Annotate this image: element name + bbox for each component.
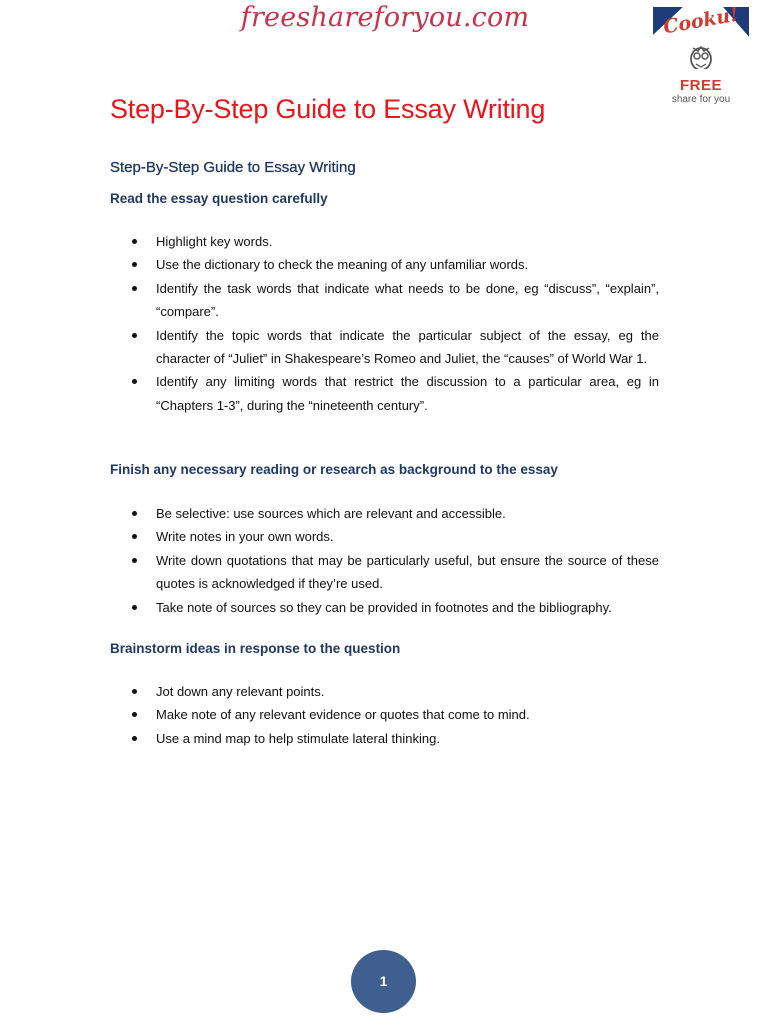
list-item	[110, 230, 659, 253]
logo-free-text: FREE	[679, 77, 722, 94]
list-item-text: Identify the topic words that indicate the particular subject of the essay, eg the character of “Juliet” in Shakespeare’s Romeo and Juliet, the “causes” of World War 1.	[156, 327, 659, 367]
bullet-dot-icon	[132, 511, 137, 516]
document-subtitle: Step-By-Step Guide to Essay Writing	[110, 159, 356, 176]
list-item	[110, 370, 659, 417]
bullet-dot-icon	[132, 262, 137, 267]
list-item-text: Use the dictionary to check the meaning of any unfamiliar words.	[156, 257, 529, 273]
bullet-dot-icon	[132, 286, 137, 291]
page-number-badge: 1	[351, 950, 416, 1013]
list-item	[110, 277, 659, 324]
bullet-list-reading-research	[110, 502, 659, 619]
list-item	[110, 549, 659, 596]
list-item-text: Take note of sources so they can be provided in footnotes and the bibliography.	[156, 599, 612, 615]
bullet-dot-icon	[132, 379, 137, 384]
bullet-dot-icon	[132, 558, 137, 563]
document-title: Step-By-Step Guide to Essay Writing	[110, 94, 546, 124]
bullet-dot-icon	[132, 689, 137, 694]
list-item-text: Write down quotations that may be particularly useful, but ensure the source of these quotes is acknowledged if they’re used.	[156, 552, 659, 592]
list-item-text: Identify the task words that indicate what needs to be done, eg “discuss”, “explain”, “compare”.	[156, 280, 659, 320]
list-item	[110, 253, 659, 276]
cooku-logo	[653, 3, 749, 107]
list-item-text: Use a mind map to help stimulate lateral thinking.	[156, 730, 440, 746]
bullet-dot-icon	[132, 712, 137, 717]
list-item	[110, 324, 659, 371]
bullet-dot-icon	[132, 333, 137, 338]
list-item-text: Make note of any relevant evidence or quotes that come to mind.	[156, 707, 530, 723]
bullet-dot-icon	[132, 605, 137, 610]
list-item	[110, 596, 659, 619]
list-item	[110, 727, 659, 750]
list-item	[110, 502, 659, 525]
site-name: freeshareforyou.com	[240, 2, 530, 33]
logo-tagline: share for you	[671, 94, 731, 105]
list-item	[110, 703, 659, 726]
bullet-list-brainstorm	[110, 680, 659, 750]
list-item-text: Write notes in your own words.	[156, 529, 334, 545]
section-heading-brainstorm: Brainstorm ideas in response to the question	[110, 641, 401, 656]
list-item-text: Jot down any relevant points.	[156, 684, 325, 699]
bullet-dot-icon	[132, 239, 137, 244]
bullet-dot-icon	[132, 736, 137, 741]
logo-brand-text: Cooku!	[661, 3, 741, 39]
list-item-text: Identify any limiting words that restrict the discussion to a particular area, eg in “Chapters 1-3”, during the “nineteenth century”.	[156, 374, 659, 413]
list-item-text: Be selective: use sources which are relevant and accessible.	[156, 506, 506, 521]
bullet-list-read-question	[110, 230, 659, 417]
list-item	[110, 525, 659, 548]
section-heading-reading-research: Finish any necessary reading or research as background to the essay	[110, 462, 558, 477]
section-heading-read-question: Read the essay question carefully	[110, 191, 328, 206]
bullet-dot-icon	[132, 534, 137, 539]
list-item-text: Highlight key words.	[156, 234, 273, 249]
list-item	[110, 680, 659, 703]
